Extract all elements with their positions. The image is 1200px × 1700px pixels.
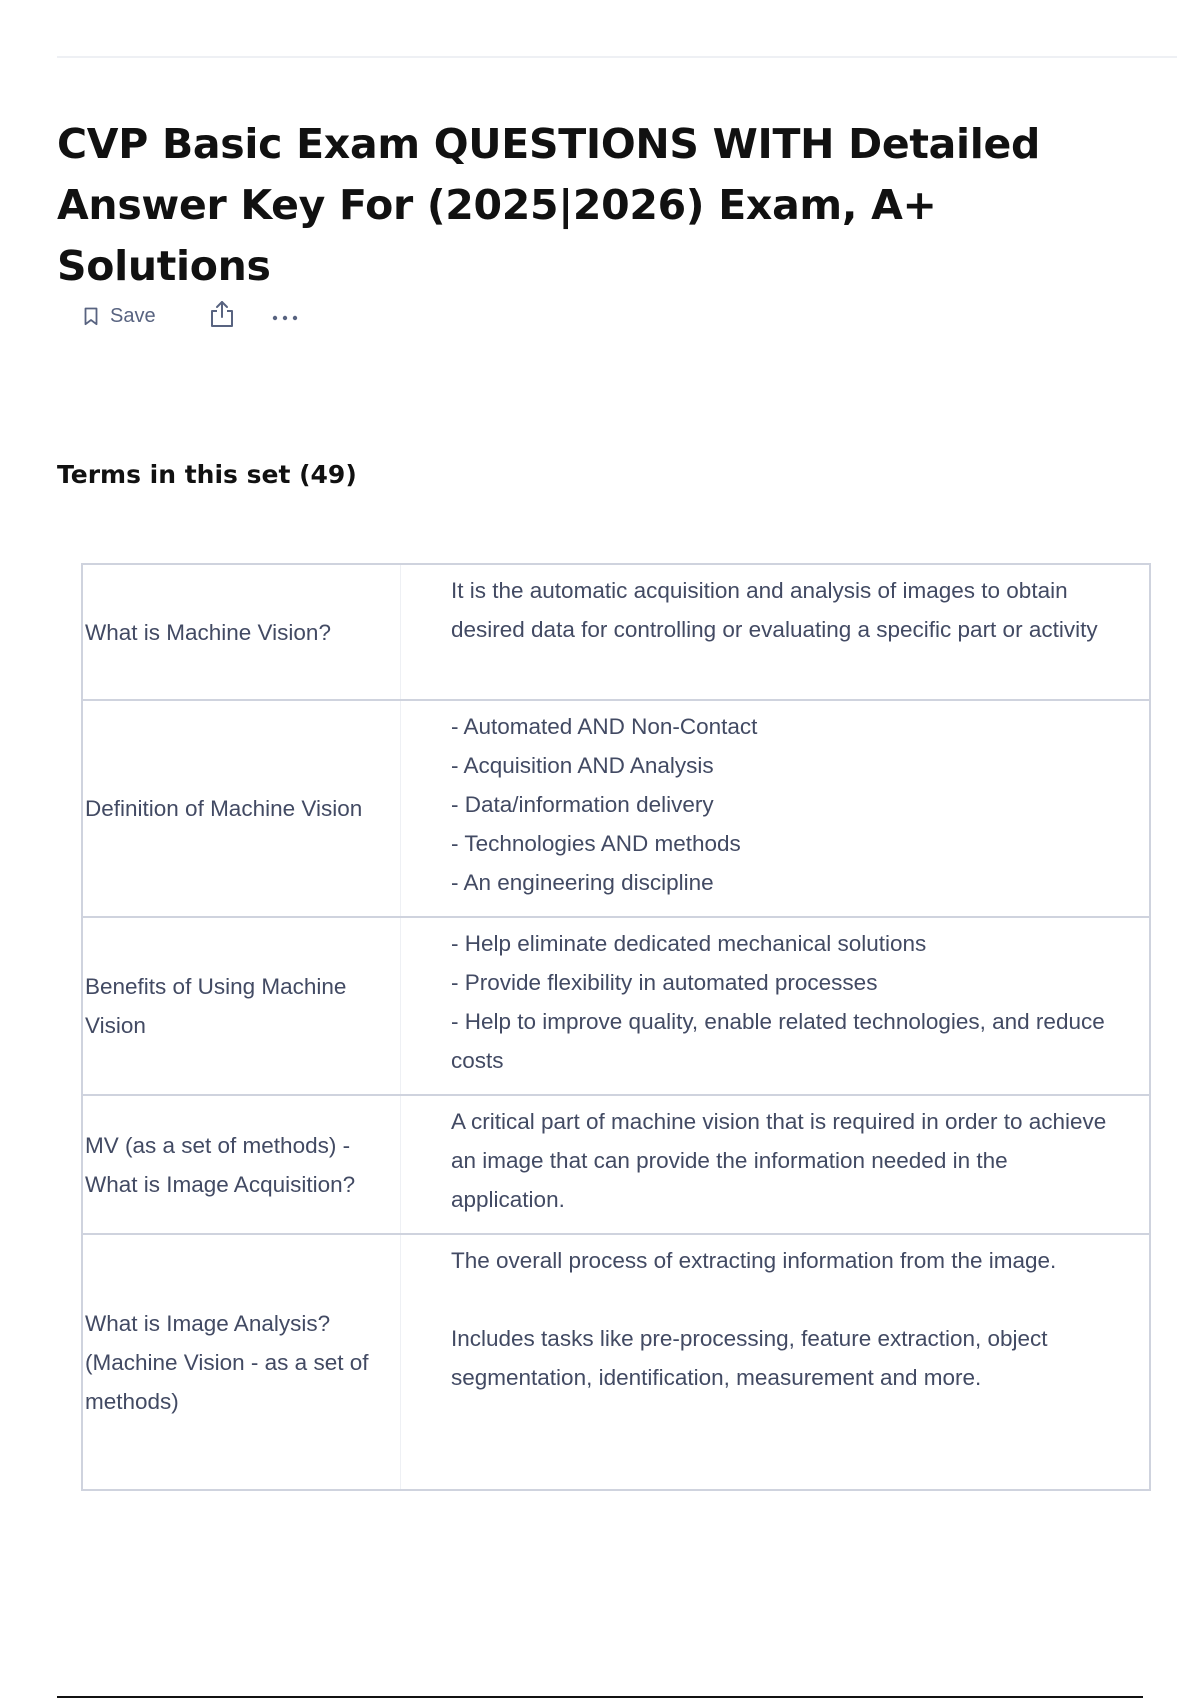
term-text: What is Machine Vision? [83,565,401,699]
terms-table [81,563,1151,1491]
definition-text: The overall process of extracting information from the image. Includes tasks like pre-processing, feature extraction, object segmentation, identification, measurement and more. [451,1248,1057,1390]
definition-text: A critical part of machine vision that is required in order to achieve an image that can provide the information needed in the application. [451,1109,1107,1212]
term-text: MV (as a set of methods) - What is Image Acquisition? [83,1096,401,1233]
definition-text: It is the automatic acquisition and analysis of images to obtain desired data for controlling or evaluating a specific part or activity [451,578,1098,642]
share-button[interactable] [208,299,236,333]
page-title: CVP Basic Exam QUESTIONS WITH Detailed Answer Key For (2025|2026) Exam, A+ Solutions [57,120,1041,290]
term-row [83,1094,1149,1233]
top-divider [57,56,1177,58]
terms-heading: Terms in this set (49) [57,460,357,489]
bottom-divider [57,1696,1143,1698]
share-icon [208,299,236,333]
term-row [83,916,1149,1094]
save-button[interactable] [84,305,156,328]
bookmark-icon [84,307,98,326]
action-bar [84,298,300,334]
term-row [83,565,1149,699]
term-text: What is Image Analysis? (Machine Vision - as a set of methods) [83,1235,401,1489]
term-row [83,1233,1149,1489]
definition-text: - Automated AND Non-Contact - Acquisition AND Analysis - Data/information delivery - Technologies AND methods - An engineering discipline [451,714,758,895]
definition-text: - Help eliminate dedicated mechanical solutions - Provide flexibility in automated processes - Help to improve quality, enable related technologies, and reduce costs [451,931,1105,1073]
term-row [83,699,1149,916]
more-options-button[interactable] [270,307,300,326]
term-text: Benefits of Using Machine Vision [83,918,401,1094]
more-options-icon [270,307,300,326]
save-label: Save [110,304,156,327]
term-text: Definition of Machine Vision [83,701,401,916]
